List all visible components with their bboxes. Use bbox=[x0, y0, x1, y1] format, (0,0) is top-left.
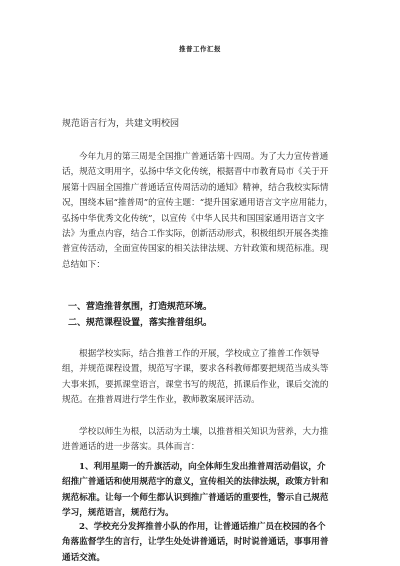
bold-item-2: 2、学校充分发挥推普小队的作用，让普通话推广员在校园的各个角落监督学生的言行，让学生处处讲普通话，时时说普通话，事事用普通话交流。 bbox=[62, 522, 329, 563]
section-headings bbox=[62, 300, 334, 331]
section-heading-2: 二、规范课程设置，落实推普组织。 bbox=[68, 317, 213, 328]
document-title: 规范语言行为，共建文明校园 bbox=[62, 119, 180, 129]
bold-item-1: 1、利用星期一的升旗活动，向全体师生发出推普周活动倡议，介绍推广普通话和使用规范字的意义，宣传相关的法律法规，政策方针和规范标准。让每一个师生都认识到推广普通话的重要性，警示自己规范学习，规范语言，规范行为。 bbox=[62, 462, 329, 519]
page-header: 推普工作汇报 bbox=[179, 45, 221, 53]
activity-paragraph: 学校以师生为根，以活动为土壤，以推普相关知识为营养，大力推进普通话的进一步落实。具体而言： bbox=[62, 427, 329, 453]
section-heading-1: 一、营造推普氛围，打造规范环境。 bbox=[68, 302, 213, 312]
intro-paragraph: 今年九月的第三周是全国推广普通话第十四周。为了大力宣传普通话，规范文明用字，弘扬中华文化传统，根据晋中市教育局市《关于开展第十四届全国推广普通话宣传周活动的通知》精神，结合我校实际情况，围绕本届“推普周”的宣传主题：“提升国家通用语言文字应用能力，弘扬中华优秀文化传统”，以宣传《中华人民共和国国家通用语言文字法》为重点内容，结合工作实际，创新活动形式，积极组织开展各类推普宣传活动，全面宣传国家的相关法律法规、方针政策和规范标准。现总结如下： bbox=[62, 152, 333, 270]
organization-paragraph: 根据学校实际，结合推普工作的开展，学校成立了推普工作领导组，并规范课程设置，规范写字课，要求各科教师都要把规范当成头等大事来抓，要抓课堂语言，课堂书写的规范，抓课后作业，课后交流的规范。在推普周进行学生作业，教师教案展评活动。 bbox=[62, 349, 329, 406]
